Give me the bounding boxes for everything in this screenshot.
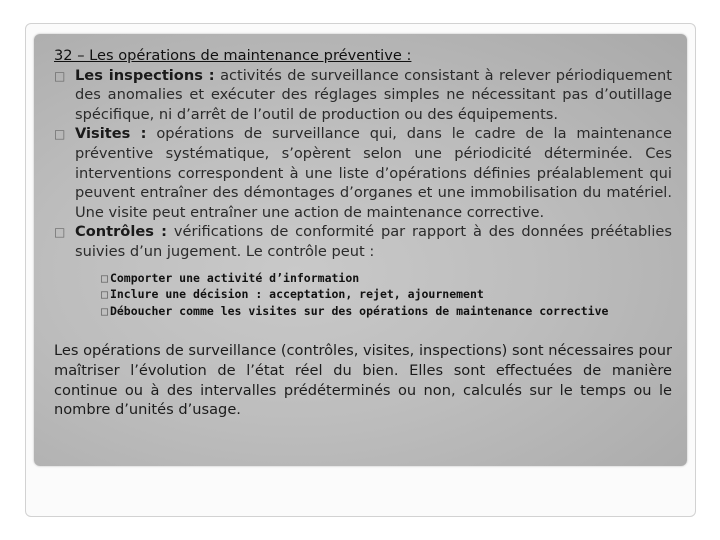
bullet-term: Contrôles : xyxy=(75,223,168,241)
bullet-term: Les inspections : xyxy=(75,66,215,84)
checkbox-bullet-icon: □ xyxy=(54,225,66,240)
sub-item-text: Inclure une décision : acceptation, rejet, ajournement xyxy=(109,287,484,302)
checkbox-bullet-icon: □ xyxy=(54,68,66,83)
sub-item-text: Comporter une activité d’information xyxy=(109,270,360,285)
checkbox-bullet-icon: □ xyxy=(54,127,66,142)
checkbox-bullet-icon: □ xyxy=(101,270,108,285)
bullet-text: vérifications de conformité par rapport à des données préétablies suivies d’un jugement. Le contrôle peut : xyxy=(75,223,672,260)
bullet-visites xyxy=(54,124,672,222)
checkbox-bullet-icon: □ xyxy=(101,303,108,318)
summary-paragraph: Les opérations de surveillance (contrôles, visites, inspections) sont nécessaires pour maîtriser l’évolution de l’état réel du bien. Elles sont effectuées de manière continue ou à des intervalles prédéterminés ou non, calculés sur le temps ou le nombre d’unités d’usage. xyxy=(54,342,672,419)
slide-title: 32 – Les opérations de maintenance préventive : xyxy=(54,47,412,64)
sub-list-item xyxy=(101,303,672,320)
bullet-inspections xyxy=(54,66,672,125)
sub-list-item xyxy=(101,286,672,303)
sub-list-item xyxy=(101,270,672,287)
slide-content xyxy=(54,46,672,420)
checkbox-bullet-icon: □ xyxy=(101,287,108,302)
bullet-text: activités de surveillance consistant à relever périodiquement des anomalies et exécuter des réglages simples ne nécessitant pas d’outillage spécifique, ni d’arrêt de l’outil de production ou des équipements. xyxy=(75,66,672,123)
sub-list xyxy=(101,270,672,320)
bullet-term: Visites : xyxy=(75,125,147,143)
bullet-controles xyxy=(54,222,672,261)
bullet-text: opérations de surveillance qui, dans le cadre de la maintenance préventive systématique, s’opèrent selon une périodicité déterminée. Ces interventions correspondent à une liste d’opérations définies préalablement qui peuvent entraîner des démontages d’organes et une immobilisation du matériel. Une visite peut entraîner une action de maintenance corrective. xyxy=(75,125,673,221)
sub-item-text: Déboucher comme les visites sur des opérations de maintenance corrective xyxy=(109,303,609,318)
